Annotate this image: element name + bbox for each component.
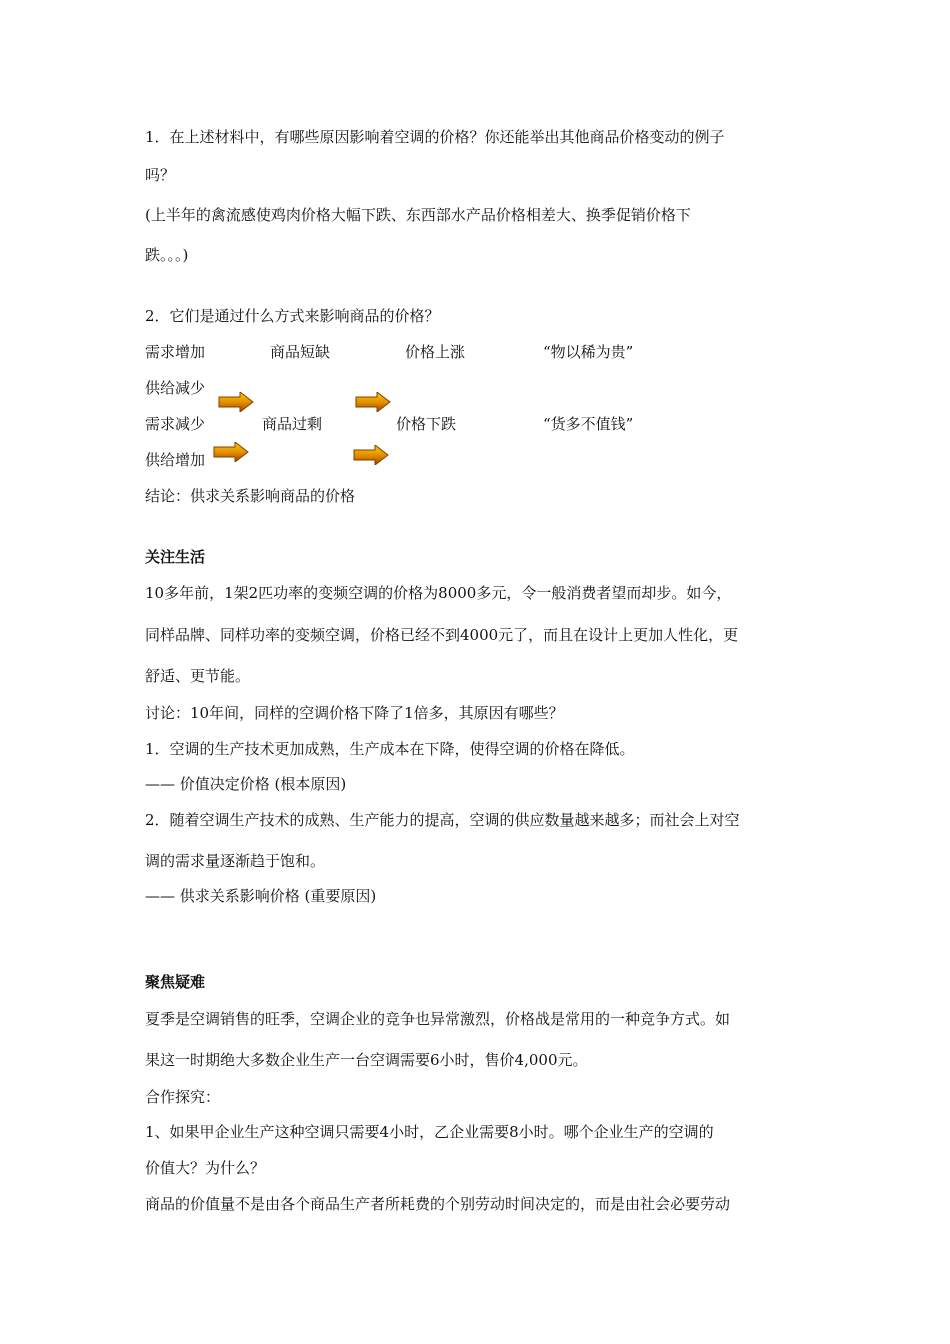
demand-decrease-label: 需求减少 (145, 415, 206, 433)
question-1-line1: 1．在上述材料中，有哪些原因影响着空调的价格？你还能举出其他商品价格变动的例子 (145, 128, 725, 146)
price-rise-label: 价格上涨 (405, 343, 466, 361)
demand-increase-label: 需求增加 (145, 343, 206, 361)
section-heading-focus: 聚焦疑难 (145, 973, 206, 991)
conclusion: 结论：供求关系影响商品的价格 (145, 487, 356, 505)
saying-scarce-valuable: “物以稀为贵” (543, 343, 634, 361)
discussion-question: 讨论：10年间，同样的空调价格下降了1倍多，其原因有哪些？ (145, 704, 564, 722)
life-paragraph-line1: 10多年前，1架2匹功率的变频空调的价格为8000多元，令一般消费者望而却步。如今， (145, 584, 732, 602)
answer-1-line2: 跌。。。) (145, 246, 189, 264)
answer-1-line1: (上半年的禽流感使鸡肉价格大幅下跌、东西部水产品价格相差大、换季促销价格下 (145, 206, 691, 224)
arrow-right-icon (213, 442, 249, 462)
reason-2-note: —— 供求关系影响价格 (重要原因) (145, 887, 377, 905)
shortage-label: 商品短缺 (270, 343, 331, 361)
reason-2-line1: 2．随着空调生产技术的成熟、生产能力的提高，空调的供应数量越来越多；而社会上对空 (145, 811, 740, 829)
reason-2-line2: 调的需求量逐渐趋于饱和。 (145, 852, 326, 870)
reason-1: 1．空调的生产技术更加成熟，生产成本在下降，使得空调的价格在降低。 (145, 740, 635, 758)
inquiry-question-line1: 1、如果甲企业生产这种空调只需要4小时，乙企业需要8小时。哪个企业生产的空调的 (145, 1123, 714, 1141)
price-fall-label: 价格下跌 (396, 415, 457, 433)
saying-plenty-cheap: “货多不值钱” (543, 415, 634, 433)
supply-increase-label: 供给增加 (145, 451, 206, 469)
arrow-right-icon (355, 392, 391, 412)
focus-paragraph-line1: 夏季是空调销售的旺季，空调企业的竞争也异常激烈，价格战是常用的一种竞争方式。如 (145, 1010, 731, 1028)
life-paragraph-line2: 同样品牌、同样功率的变频空调，价格已经不到4000元了，而且在设计上更加人性化，更 (145, 626, 739, 644)
inquiry-answer: 商品的价值量不是由各个商品生产者所耗费的个别劳动时间决定的，而是由社会必要劳动 (145, 1195, 731, 1213)
inquiry-question-line2: 价值大？为什么？ (145, 1159, 266, 1177)
question-1-line2: 吗？ (145, 166, 176, 184)
arrow-right-icon (353, 445, 389, 465)
arrow-right-icon (218, 392, 254, 412)
supply-decrease-label: 供给减少 (145, 379, 206, 397)
cooperative-inquiry-label: 合作探究： (145, 1088, 221, 1106)
life-paragraph-line3: 舒适、更节能。 (145, 667, 251, 685)
focus-paragraph-line2: 果这一时期绝大多数企业生产一台空调需要6小时，售价4,000元。 (145, 1051, 588, 1069)
section-heading-life: 关注生活 (145, 548, 206, 566)
surplus-label: 商品过剩 (262, 415, 323, 433)
reason-1-note: —— 价值决定价格 (根本原因) (145, 775, 347, 793)
question-2-title: 2．它们是通过什么方式来影响商品的价格？ (145, 307, 440, 325)
